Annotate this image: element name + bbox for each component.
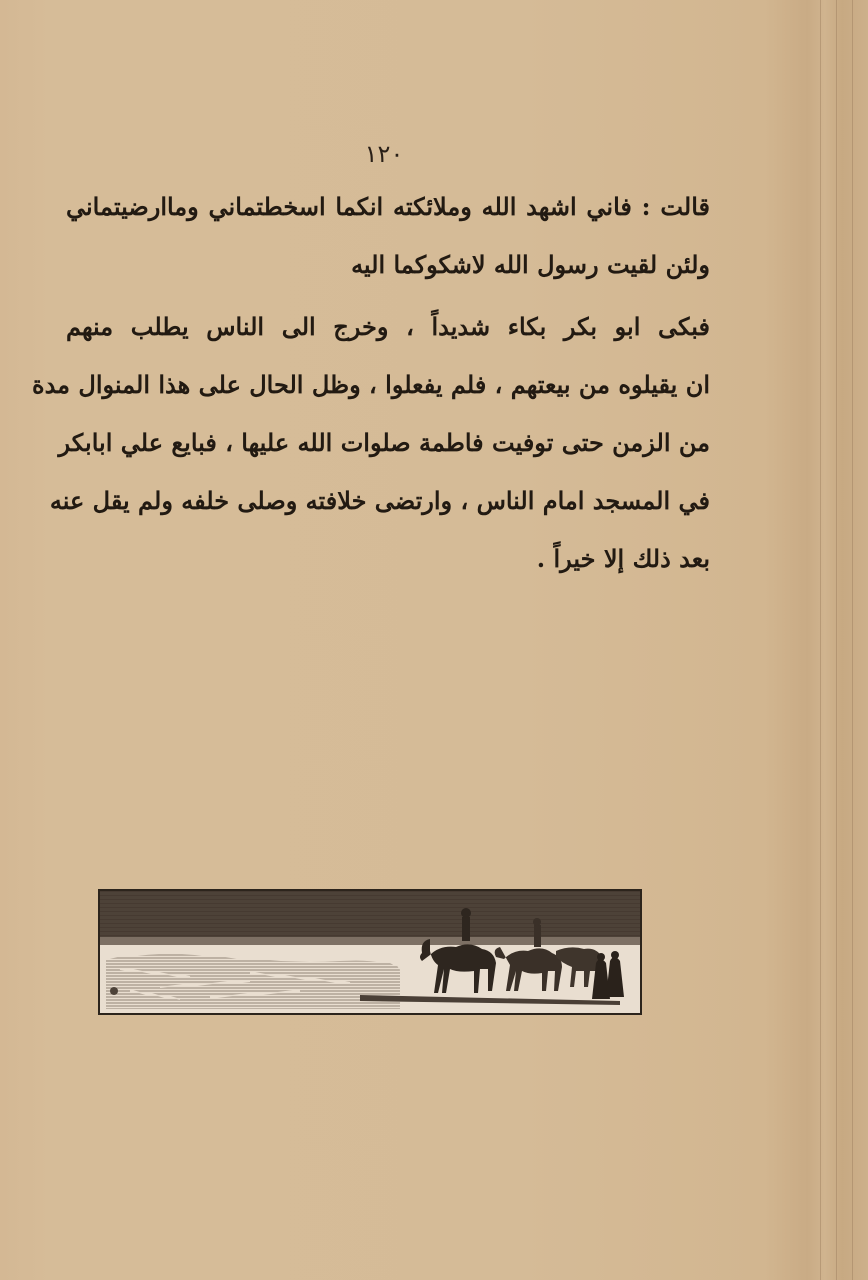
- text-line: ولئن لقيت رسول الله لاشكوكما اليه: [351, 250, 710, 279]
- page-edge-line: [820, 0, 821, 1280]
- paragraph: [32, 298, 710, 588]
- caravan-illustration: [98, 889, 642, 1015]
- text-line: قالت : فاني اشهد الله وملائكته انكما اسخطتماني وماارضيتماني: [66, 192, 710, 221]
- page-edge-line: [852, 0, 853, 1280]
- text-line: فبكى ابو بكر بكاء شديداً ، وخرج الى الناس يطلب منهم: [66, 312, 710, 341]
- text-line: بعد ذلك إلا خيراً .: [536, 544, 710, 573]
- page-edge-line: [836, 0, 837, 1280]
- text-line: من الزمن حتى توفيت فاطمة صلوات الله عليها ، فبايع علي ابابكر: [58, 428, 710, 457]
- body-text: [32, 178, 710, 588]
- text-line: ان يقيلوه من بيعتهم ، فلم يفعلوا ، وظل الحال على هذا المنوال مدة: [32, 370, 710, 399]
- page-number: ١٢٠: [364, 140, 404, 168]
- caravan-engraving: [100, 891, 640, 1013]
- text-line: في المسجد امام الناس ، وارتضى خلافته وصلى خلفه ولم يقل عنه: [49, 486, 710, 515]
- paragraph: [66, 178, 710, 294]
